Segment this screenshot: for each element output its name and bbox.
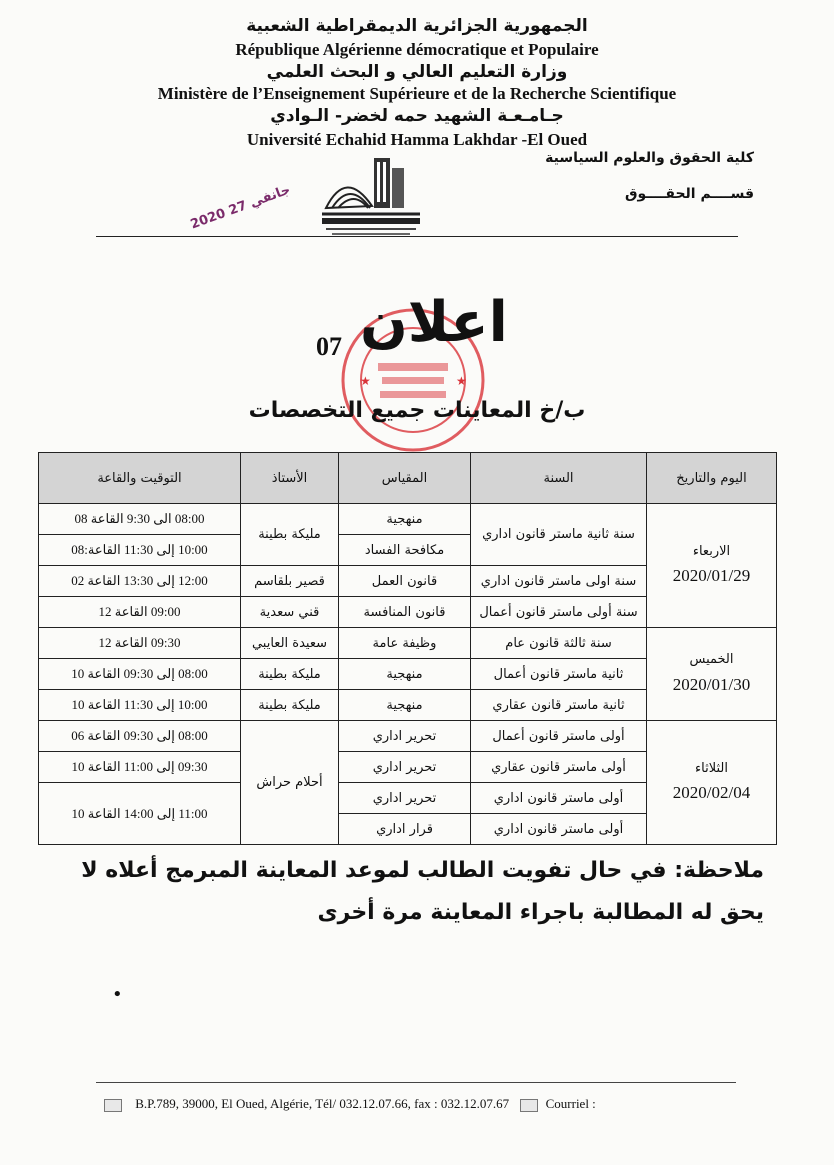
teacher-cell: أحلام حراش xyxy=(241,721,339,845)
header-day: اليوم والتاريخ xyxy=(647,453,777,504)
time-cell: 10:00 إلى 11:30 القاعة 10 xyxy=(39,690,241,721)
day-cell xyxy=(647,504,777,628)
teacher-cell: مليكة بطينة xyxy=(241,659,339,690)
email-icon xyxy=(520,1099,538,1112)
year-cell: أولى ماستر قانون أعمال xyxy=(471,721,647,752)
header-subject: المقياس xyxy=(339,453,471,504)
time-cell: 09:00 القاعة 12 xyxy=(39,597,241,628)
subject-cell: وظيفة عامة xyxy=(339,628,471,659)
mail-icon xyxy=(104,1099,122,1112)
header-ministry-fr: Ministère de l’Enseignement Supérieure et de la Recherche Scientifique xyxy=(157,84,677,103)
header-time: التوقيت والقاعة xyxy=(39,453,241,504)
year-cell: سنة ثالثة قانون عام xyxy=(471,628,647,659)
header-ministry-ar: وزارة التعليم العالي و البحث العلمي xyxy=(266,62,568,82)
year-cell: سنة ثانية ماستر قانون اداري xyxy=(471,504,647,566)
subject-cell: منهجية xyxy=(339,659,471,690)
day-date: 2020/01/29 xyxy=(672,566,751,586)
faculty-name: كلية الحقوق والعلوم السياسية xyxy=(545,150,754,166)
exam-schedule-table xyxy=(38,452,777,845)
day-name: الاربعاء xyxy=(692,543,731,559)
header-university-ar: جـامـعـة الشهيد حمه لخضر- الـوادي xyxy=(270,106,564,126)
header-university-fr: Université Echahid Hamma Lakhdar -El Oued xyxy=(246,130,588,149)
subject-cell: قانون المنافسة xyxy=(339,597,471,628)
svg-text:★: ★ xyxy=(456,374,467,388)
teacher-cell: مليكة بطينة xyxy=(241,690,339,721)
year-cell: ثانية ماستر قانون عقاري xyxy=(471,690,647,721)
header-divider xyxy=(96,236,738,237)
header-year: السنة xyxy=(471,453,647,504)
subject-cell: قرار اداري xyxy=(339,814,471,845)
time-cell: 11:00 إلى 14:00 القاعة 10 xyxy=(39,783,241,845)
teacher-cell: سعيدة العايبي xyxy=(241,628,339,659)
table-row xyxy=(39,628,777,659)
subject-cell: تحرير اداري xyxy=(339,721,471,752)
header-teacher: الأستاذ xyxy=(241,453,339,504)
footer xyxy=(104,1096,596,1112)
header-country-ar: الجمهورية الجزائرية الديمقراطية الشعبية xyxy=(246,16,588,36)
department-name: قســــم الحقــــوق xyxy=(624,186,754,202)
table-row xyxy=(39,504,777,535)
year-cell: ثانية ماستر قانون أعمال xyxy=(471,659,647,690)
day-name: الخميس xyxy=(689,652,734,667)
day-cell xyxy=(647,721,777,845)
subject-cell: منهجية xyxy=(339,504,471,535)
subject-cell: مكافحة الفساد xyxy=(339,535,471,566)
footer-address: B.P.789, 39000, El Oued, Algérie, Tél/ 032.12.07.66, fax : 032.12.07.67 xyxy=(135,1096,510,1111)
footer-email-label: Courriel : xyxy=(545,1096,596,1111)
table-row xyxy=(39,721,777,752)
time-cell: 08:00 إلى 09:30 القاعة 10 xyxy=(39,659,241,690)
day-cell xyxy=(647,628,777,721)
day-date: 2020/02/04 xyxy=(672,783,751,803)
teacher-cell: قصير بلقاسم xyxy=(241,566,339,597)
table-header-row xyxy=(39,453,777,504)
year-cell: سنة أولى ماستر قانون أعمال xyxy=(471,597,647,628)
day-name: الثلاثاء xyxy=(695,760,728,776)
announcement-subtitle: ب/خ المعاينات جميع التخصصات xyxy=(248,398,586,423)
subject-cell: تحرير اداري xyxy=(339,783,471,814)
teacher-cell: قني سعدية xyxy=(241,597,339,628)
time-cell: 10:00 إلى 11:30 القاعة:08 xyxy=(39,535,241,566)
subject-cell: قانون العمل xyxy=(339,566,471,597)
year-cell: أولى ماستر قانون اداري xyxy=(471,814,647,845)
university-logo xyxy=(316,148,426,240)
subject-cell: منهجية xyxy=(339,690,471,721)
time-cell: 12:00 إلى 13:30 القاعة 02 xyxy=(39,566,241,597)
svg-text:★: ★ xyxy=(360,374,371,388)
bullet-dot: • xyxy=(112,984,123,1005)
time-cell: 08:00 الى 9:30 القاعة 08 xyxy=(39,504,241,535)
time-cell: 08:00 إلى 09:30 القاعة 06 xyxy=(39,721,241,752)
year-cell: سنة اولى ماستر قانون اداري xyxy=(471,566,647,597)
year-cell: أولى ماستر قانون اداري xyxy=(471,783,647,814)
note-text: ملاحظة: في حال تفويت الطالب لموعد المعاينة المبرمج أعلاه لا يحق له المطالبة باجراء المعاينة مرة أخرى xyxy=(81,858,764,925)
year-cell: أولى ماستر قانون عقاري xyxy=(471,752,647,783)
footer-divider xyxy=(96,1082,736,1083)
subject-cell: تحرير اداري xyxy=(339,752,471,783)
time-cell: 09:30 القاعة 12 xyxy=(39,628,241,659)
date-stamp: 2020 جانفي 27 xyxy=(188,182,293,233)
teacher-cell: مليكة بطينة xyxy=(241,504,339,566)
day-date: 2020/01/30 xyxy=(672,674,751,694)
announcement-number: 07 xyxy=(316,332,342,361)
announcement-title: اعلان xyxy=(360,290,508,355)
header-country-fr: République Algérienne démocratique et Populaire xyxy=(235,40,599,59)
time-cell: 09:30 إلى 11:00 القاعة 10 xyxy=(39,752,241,783)
